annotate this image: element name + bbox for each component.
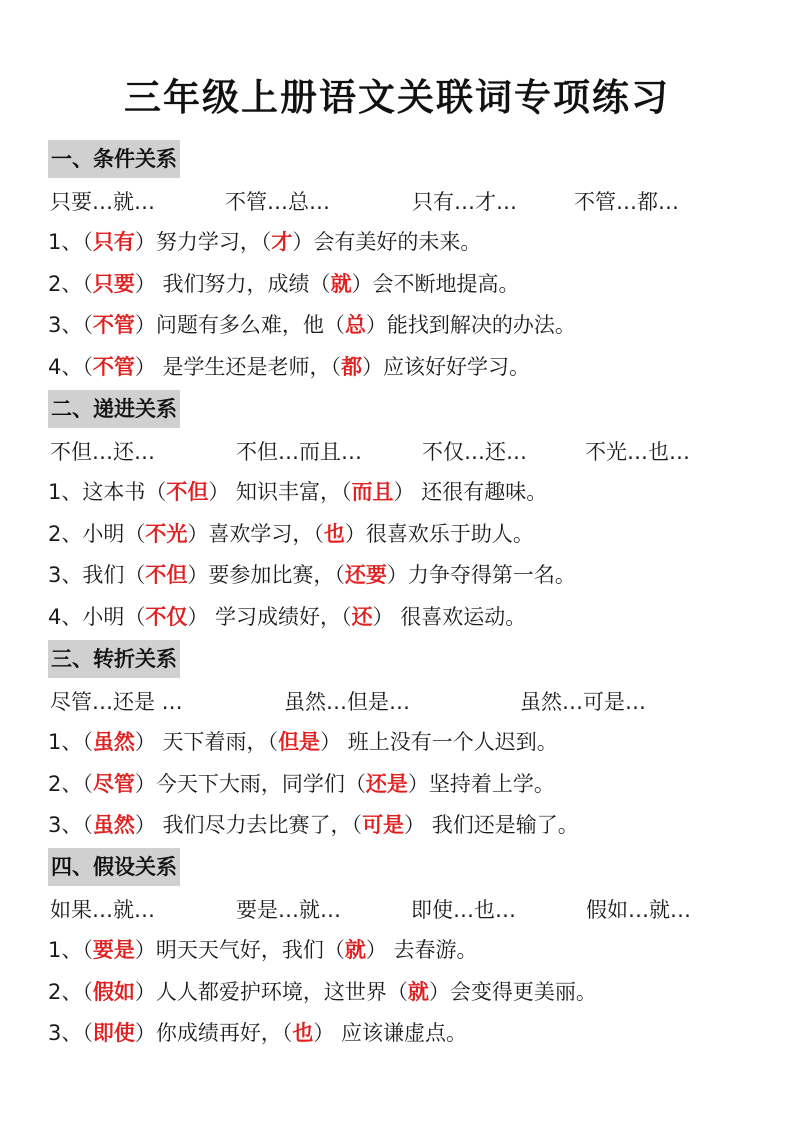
exercise-line: 1、（只有）努力学习，（才）会有美好的未来。 [48, 230, 482, 254]
answer-word: 还是 [365, 771, 408, 796]
exercise-line: 1、（要是）明天天气好，我们（就） 去春游。 [48, 938, 478, 962]
answer-word: 就 [330, 271, 352, 296]
answer-word: 不但 [145, 563, 188, 588]
connective-pairs [48, 682, 768, 722]
exercise-line: 3、（虽然） 我们尽力去比赛了，（可是） 我们还是输了。 [48, 813, 579, 838]
answer-word: 不管 [92, 354, 135, 379]
exercise-line: 1、这本书（不但） 知识丰富，（而且） 还很有趣味。 [48, 480, 548, 504]
answer-word: 不管 [92, 313, 135, 338]
answer-word: 要是 [92, 938, 135, 962]
section-adversative [48, 640, 768, 847]
section-condition [48, 140, 768, 388]
answer-word: 不光 [145, 521, 188, 546]
answer-word: 就 [407, 979, 429, 1004]
answer-word: 还 [351, 604, 373, 629]
page-title: 三年级上册语文关联词专项练习 [124, 76, 670, 119]
section-heading: 四、假设关系 [48, 848, 180, 886]
connective-pair: 不但…而且… [236, 440, 362, 464]
connective-pair: 如果…就… [50, 898, 155, 922]
exercise-line: 3、（即使）你成绩再好，（也） 应该谦虚点。 [48, 1021, 468, 1046]
answer-word: 不仅 [145, 604, 188, 629]
connective-pairs [48, 890, 768, 930]
connective-pair: 尽管…还是 … [50, 690, 183, 714]
connective-pair: 只要…就… [50, 190, 155, 214]
exercise-line: 2、（只要） 我们努力，成绩（就）会不断地提高。 [48, 271, 520, 296]
connective-pair: 只有…才… [412, 190, 517, 214]
answer-word: 但是 [278, 730, 321, 754]
answer-word: 只要 [92, 271, 135, 296]
answer-word: 不但 [166, 480, 209, 504]
answer-word: 而且 [351, 480, 394, 504]
section-hypothetical [48, 848, 768, 1055]
connective-pair: 不但…还… [50, 440, 155, 464]
section-heading: 一、条件关系 [48, 140, 180, 178]
section-progressive [48, 390, 768, 638]
answer-word: 假如 [92, 979, 135, 1004]
connective-pair: 不光…也… [585, 440, 690, 464]
exercise-line: 4、（不管） 是学生还是老师，（都）应该好好学习。 [48, 354, 531, 379]
connective-pair: 假如…就… [586, 898, 691, 922]
answer-word: 才 [271, 230, 293, 254]
exercise-line: 2、（尽管）今天下大雨，同学们（还是）坚持着上学。 [48, 771, 555, 796]
answer-word: 总 [344, 313, 366, 338]
connective-pair: 不管…都… [574, 190, 679, 214]
connective-pair: 即使…也… [411, 898, 516, 922]
connective-pair: 虽然…可是… [520, 690, 646, 714]
section-heading: 三、转折关系 [48, 640, 180, 678]
connective-pair: 要是…就… [236, 898, 341, 922]
exercise-line: 3、我们（不但）要参加比赛，（还要）力争夺得第一名。 [48, 563, 576, 588]
answer-word: 尽管 [92, 771, 135, 796]
connective-pair: 不仅…还… [422, 440, 527, 464]
connective-pair: 不管…总… [225, 190, 330, 214]
answer-word: 也 [323, 521, 345, 546]
answer-word: 虽然 [92, 730, 135, 754]
connective-pair: 虽然…但是… [284, 690, 410, 714]
connective-pairs [48, 182, 768, 222]
exercise-line: 3、（不管）问题有多么难，他（总）能找到解决的办法。 [48, 313, 576, 338]
answer-word: 虽然 [92, 813, 135, 838]
exercise-line: 4、小明（不仅） 学习成绩好，（还） 很喜欢运动。 [48, 604, 527, 629]
section-heading: 二、递进关系 [48, 390, 180, 428]
exercise-line: 1、（虽然） 天下着雨，（但是） 班上没有一个人迟到。 [48, 730, 558, 754]
answer-word: 只有 [92, 230, 135, 254]
answer-word: 可是 [362, 813, 405, 838]
connective-pairs [48, 432, 768, 472]
answer-word: 还要 [344, 563, 387, 588]
exercise-line: 2、小明（不光）喜欢学习，（也）很喜欢乐于助人。 [48, 521, 534, 546]
answer-word: 也 [292, 1021, 314, 1046]
answer-word: 就 [344, 938, 366, 962]
answer-word: 即使 [92, 1021, 135, 1046]
exercise-line: 2、（假如）人人都爱护环境，这世界（就）会变得更美丽。 [48, 979, 597, 1004]
answer-word: 都 [341, 354, 363, 379]
